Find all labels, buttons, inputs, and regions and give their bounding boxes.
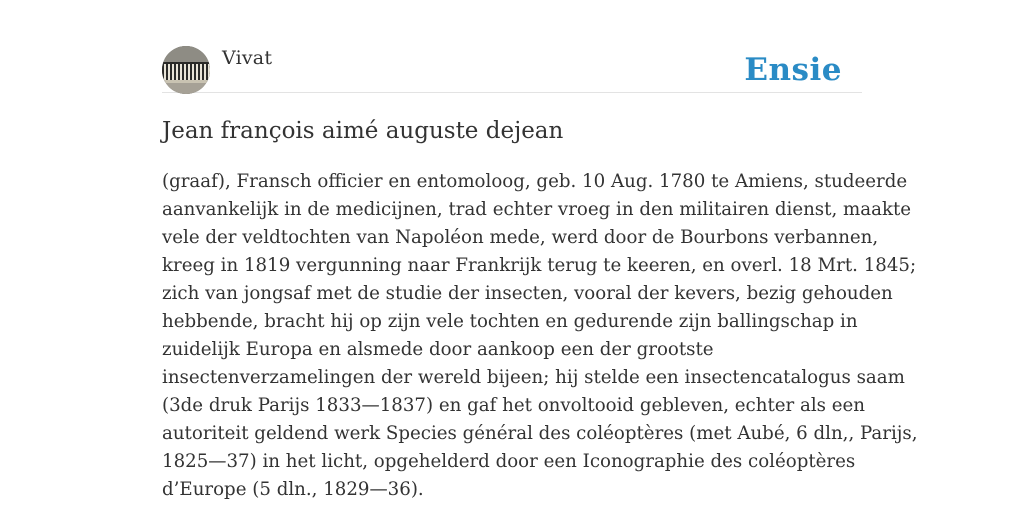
body-line: insectenverzamelingen der wereld bijeen; hij stelde een insectencatalogus saam	[162, 367, 905, 388]
body-line: 1825—37) in het licht, opgehelderd door een Iconographie des coléoptères	[162, 451, 856, 472]
body-line: hebbende, bracht hij op zijn vele tochten en gedurende zijn ballingschap in	[162, 311, 858, 332]
source-name[interactable]: Vivat	[222, 47, 273, 69]
brand-logo[interactable]: Ensie	[744, 52, 842, 88]
body-line: (graaf), Fransch officier en entomoloog, geb. 10 Aug. 1780 te Amiens, studeerde	[162, 171, 908, 192]
body-line: kreeg in 1819 vergunning naar Frankrijk terug te keeren, en overl. 18 Mrt. 1845;	[162, 255, 917, 276]
body-line: zuidelijk Europa en alsmede door aankoop een der grootste	[162, 339, 714, 360]
article-body	[162, 168, 918, 504]
article-card	[162, 0, 918, 512]
body-line: zich van jongsaf met de studie der insecten, vooral der kevers, bezig gehouden	[162, 283, 893, 304]
body-line: d’Europe (5 dln., 1829—36).	[162, 479, 424, 500]
article-title: Jean françois aimé auguste dejean	[162, 118, 564, 144]
library-shelf-icon	[162, 46, 210, 94]
body-line: aanvankelijk in de medicijnen, trad echter vroeg in den militairen dienst, maakte	[162, 199, 912, 220]
source-avatar[interactable]	[162, 46, 210, 94]
body-line: autoriteit geldend werk Species général des coléoptères (met Aubé, 6 dln,, Parijs,	[162, 423, 918, 444]
body-line: vele der veldtochten van Napoléon mede, werd door de Bourbons verbannen,	[162, 227, 879, 248]
header	[162, 46, 862, 93]
body-line: (3de druk Parijs 1833—1837) en gaf het onvoltooid gebleven, echter als een	[162, 395, 866, 416]
